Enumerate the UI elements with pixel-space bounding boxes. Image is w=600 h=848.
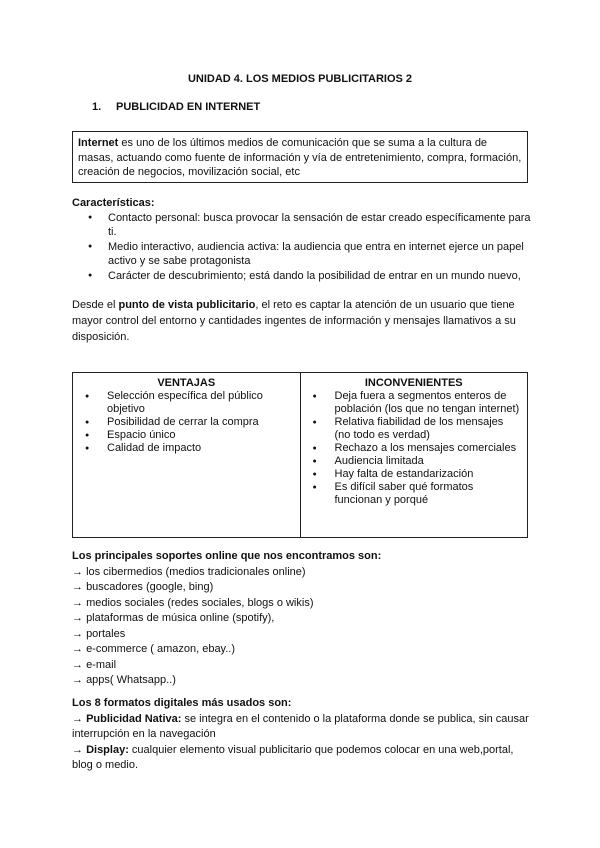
list-item: [72, 565, 532, 581]
item-text: buscadores (google, bing): [86, 581, 214, 593]
ventajas-inconvenientes-table: [72, 372, 528, 538]
item-text: plataformas de música online (spotify),: [86, 612, 275, 624]
arrow-icon: →: [72, 643, 83, 655]
formatos-heading: Los 8 formatos digitales más usados son:: [72, 697, 292, 709]
list-item: [72, 580, 532, 596]
list-item: ● Es difícil saber qué formatos funcionan y porqué: [313, 481, 522, 507]
soportes-list: [72, 565, 532, 689]
list-item: [72, 627, 532, 643]
arrow-icon: →: [72, 658, 83, 671]
para-text: Desde el: [72, 299, 119, 311]
list-item: [72, 596, 532, 612]
arrow-icon: →: [72, 674, 83, 686]
inconvenientes-list: [313, 390, 522, 507]
list-item: [72, 658, 532, 674]
ventajas-list: [85, 390, 294, 455]
arrow-icon: →: [72, 743, 83, 756]
list-item: ● Relativa fiabilidad de los mensajes (no todo es verdad): [313, 416, 522, 442]
intro-text: es uno de los últimos medios de comunicación que se suma a la cultura de masas, actuando como fuente de información y vía de entretenimiento, compra, formación, creación de negocios, movilización social, etc: [78, 137, 522, 178]
formatos-list: [72, 712, 532, 774]
list-item: ● Audiencia limitada: [313, 455, 522, 468]
section-number: 1.: [92, 101, 102, 113]
format-text: se integra en el contenido o la plataforma donde se publica, sin causar interrupción en la navegación: [72, 712, 529, 740]
arrow-icon: →: [72, 581, 83, 593]
soportes-section: [72, 549, 532, 689]
list-item: ● Hay falta de estandarización: [313, 468, 522, 481]
arrow-icon: →: [72, 612, 83, 624]
list-item: ● Posibilidad de cerrar la compra: [85, 416, 294, 429]
intro-box: [72, 131, 528, 183]
item-text: apps( Whatsapp..): [86, 674, 176, 686]
caracteristicas-section: [72, 196, 532, 283]
intro-bold: Internet: [78, 137, 119, 149]
item-text: los cibermedios (medios tradicionales online): [86, 565, 306, 578]
item-text: medios sociales (redes sociales, blogs o wikis): [86, 596, 314, 609]
list-item: ● Espacio único: [85, 429, 294, 442]
item-text: portales: [86, 627, 126, 640]
para-text: , el reto es captar la atención de un usuario que tiene mayor control del entorno y cantidades ingentes de información y mensajes llamativos a su disposición.: [72, 299, 516, 343]
list-item: ● Rechazo a los mensajes comerciales: [313, 442, 522, 455]
ventajas-cell: [73, 373, 301, 538]
item-text: e-commerce ( amazon, ebay..): [86, 643, 236, 655]
arrow-icon: →: [72, 712, 83, 725]
list-item: ● Selección específica del público objetivo: [85, 390, 294, 416]
inconvenientes-cell: [300, 373, 528, 538]
para-bold: punto de vista publicitario: [118, 299, 256, 311]
section-title: PUBLICIDAD EN INTERNET: [116, 101, 261, 113]
list-item: ● Calidad de impacto: [85, 442, 294, 455]
list-item: ● Medio interactivo, audiencia activa: la audiencia que entra en internet ejerce un papel activo y se sabe protagonista: [88, 240, 532, 269]
soportes-heading: Los principales soportes online que nos encontramos son:: [72, 550, 382, 562]
item-text: e-mail: [86, 658, 117, 671]
arrow-icon: →: [72, 627, 83, 640]
caracteristicas-list: [88, 211, 532, 284]
list-item: [72, 673, 532, 689]
arrow-icon: →: [72, 565, 83, 578]
section-heading: [92, 100, 260, 115]
punto-vista-paragraph: [72, 297, 532, 345]
ventajas-heading: VENTAJAS: [157, 377, 216, 389]
list-item: ● Carácter de descubrimiento; está dando la posibilidad de entrar en un mundo nuevo,: [88, 269, 532, 284]
format-term: Publicidad Nativa:: [86, 712, 182, 725]
list-item: [72, 712, 532, 743]
document-title: UNIDAD 4. LOS MEDIOS PUBLICITARIOS 2: [187, 73, 413, 85]
format-text: cualquier elemento visual publicitario que podemos colocar en una web,portal, blog o medio.: [72, 743, 514, 771]
list-item: ● Deja fuera a segmentos enteros de población (los que no tengan internet): [313, 390, 522, 416]
arrow-icon: →: [72, 596, 83, 609]
format-term: Display:: [86, 743, 129, 756]
list-item: [72, 642, 532, 658]
caracteristicas-heading: Características:: [72, 197, 155, 209]
formatos-section: [72, 696, 532, 774]
list-item: [72, 743, 532, 774]
list-item: ● Contacto personal: busca provocar la sensación de estar creado específicamente para ti.: [88, 211, 532, 240]
inconvenientes-heading: INCONVENIENTES: [364, 377, 463, 389]
list-item: [72, 611, 532, 627]
